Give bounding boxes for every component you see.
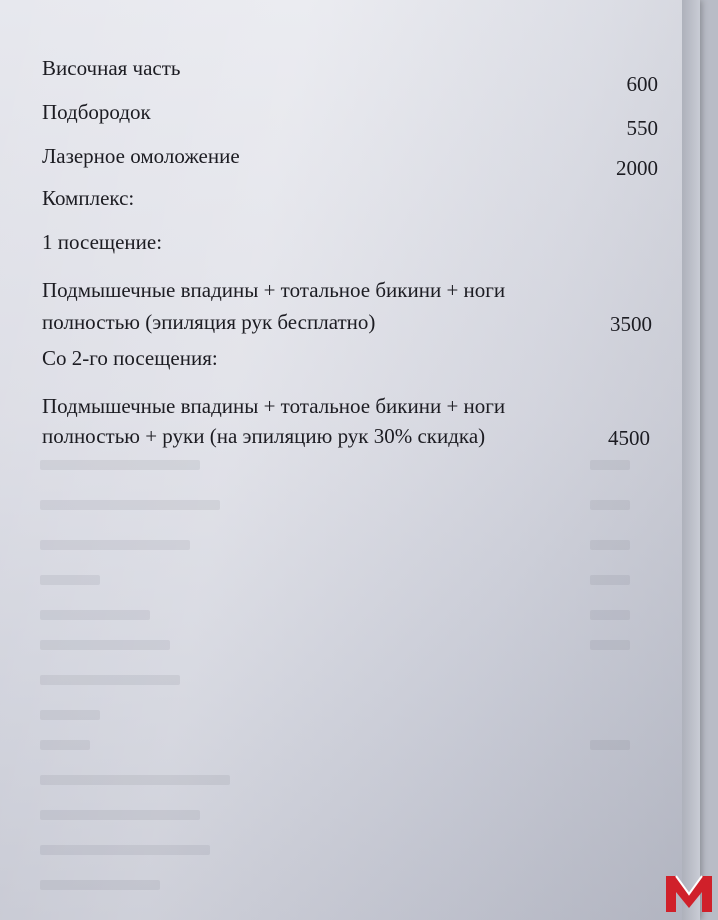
item-label: Лазерное омоложение [42,144,240,168]
visit1-description-line1: Подмышечные впадины + тотальное бикини + ноги [42,278,506,302]
visit2-heading: Со 2-го посещения: [42,346,218,370]
page-edge-shadow [682,0,700,920]
item-price: 2000 [616,156,658,180]
visit2-description-line1: Подмышечные впадины + тотальное бикини + ноги [42,394,506,418]
visit1-description-line2: полностью (эпиляция рук бесплатно) [42,310,376,334]
item-price: 550 [626,116,658,140]
item-label: Подбородок [42,100,151,124]
item-label: Височная часть [42,56,181,80]
visit1-price: 3500 [610,312,652,336]
m-logo-icon [664,870,714,914]
show-through-texture [30,440,670,900]
visit2-price: 4500 [608,426,650,450]
complex-heading: Комплекс: [42,186,135,210]
visit1-heading: 1 посещение: [42,230,163,254]
visit2-description-line2: полностью + руки (на эпиляцию рук 30% скидка) [42,424,486,448]
item-price: 600 [626,72,658,96]
